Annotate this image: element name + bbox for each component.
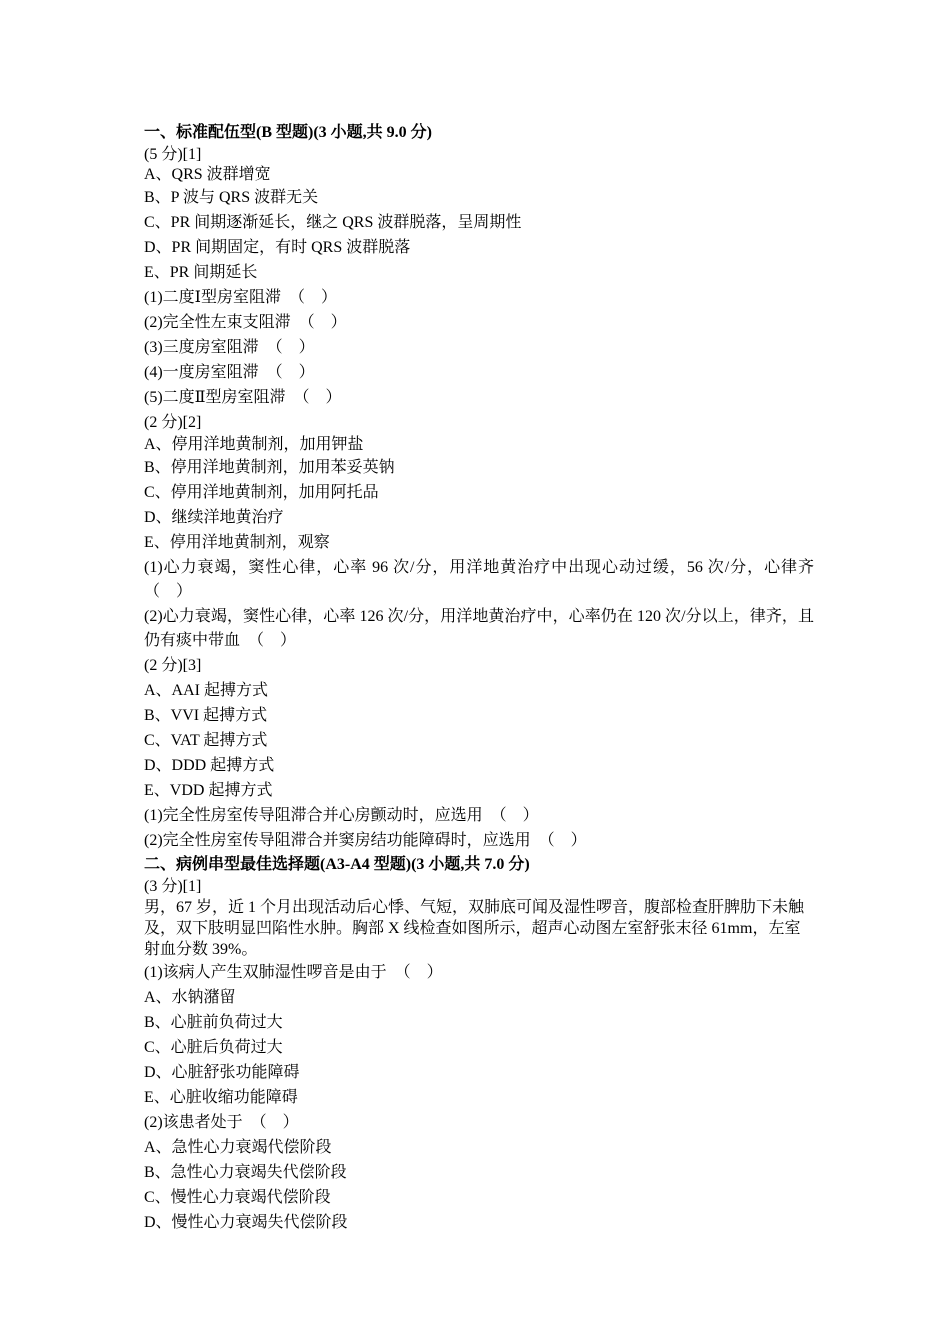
option-c: C、心脏后负荷过大 [144,1039,283,1056]
question-2: (2)心力衰竭，窦性心律，心率 126 次/分，用洋地黄治疗中，心率仍在 120 次/分以上，律齐，且仍有痰中带血 （ ） [144,608,814,649]
option-b: B、VVI 起搏方式 [144,707,268,724]
question-1: (1)心力衰竭，窦性心律，心率 96 次/分，用洋地黄治疗中出现心动过缓，56 次/分，心律齐 （ ） [144,559,831,600]
option-c: C、VAT 起搏方式 [144,732,268,749]
option-d: D、PR 间期固定，有时 QRS 波群脱落 [144,239,411,256]
option-b: B、心脏前负荷过大 [144,1014,283,1031]
option-e: E、VDD 起搏方式 [144,782,273,799]
option-b: B、停用洋地黄制剂，加用苯妥英钠 [144,459,395,476]
question-4: (4)一度房室阻滞 （ ） [144,364,315,381]
group-2-header: (2 分)[2] [144,414,202,431]
option-c: C、PR 间期逐渐延长，继之 QRS 波群脱落，呈周期性 [144,214,522,231]
section-2-heading: 二、病例串型最佳选择题(A3-A4 型题)(3 小题,共 7.0 分) [144,856,530,873]
option-b: B、急性心力衰竭失代偿阶段 [144,1164,347,1181]
question-2: (2)该患者处于 （ ） [144,1114,299,1131]
option-a: A、急性心力衰竭代偿阶段 [144,1139,332,1156]
group-header: (3 分)[1] [144,878,202,895]
option-d: D、DDD 起搏方式 [144,757,275,774]
question-3: (3)三度房室阻滞 （ ） [144,339,315,356]
option-c: C、停用洋地黄制剂，加用阿托品 [144,484,379,501]
option-e: E、PR 间期延长 [144,264,258,281]
question-5: (5)二度Ⅱ型房室阻滞 （ ） [144,389,342,406]
option-e: E、心脏收缩功能障碍 [144,1089,298,1106]
document-content [144,121,831,1235]
group-3-header: (2 分)[3] [144,657,202,674]
question-2: (2)完全性左束支阻滞 （ ） [144,314,347,331]
section-1-heading: 一、标准配伍型(B 型题)(3 小题,共 9.0 分) [144,124,432,141]
option-a: A、QRS 波群增宽 [144,166,271,183]
option-a: A、AAI 起搏方式 [144,682,268,699]
option-d: D、心脏舒张功能障碍 [144,1064,300,1081]
case-description: 男，67 岁，近 1 个月出现活动后心悸、气短，双肺底可闻及湿性啰音，腹部检查肝脾肋下未触及，双下肢明显凹陷性水肿。胸部 X 线检查如图所示，超声心动图左室舒张末径 61mm，左室射血分数 39%。 [144,899,805,958]
option-e: E、停用洋地黄制剂，观察 [144,534,330,551]
question-2: (2)完全性房室传导阻滞合并窦房结功能障碍时，应选用 （ ） [144,832,587,849]
question-1: (1)该病人产生双肺湿性啰音是由于 （ ） [144,964,443,981]
question-1: (1)二度Ⅰ型房室阻滞 （ ） [144,289,337,306]
option-a: A、水钠潴留 [144,989,236,1006]
option-a: A、停用洋地黄制剂，加用钾盐 [144,436,364,453]
option-c: C、慢性心力衰竭代偿阶段 [144,1189,331,1206]
group-1-header: (5 分)[1] [144,146,202,163]
option-b: B、P 波与 QRS 波群无关 [144,189,319,206]
question-1: (1)完全性房室传导阻滞合并心房颤动时，应选用 （ ） [144,807,539,824]
option-d: D、继续洋地黄治疗 [144,509,284,526]
option-d: D、慢性心力衰竭失代偿阶段 [144,1214,348,1231]
